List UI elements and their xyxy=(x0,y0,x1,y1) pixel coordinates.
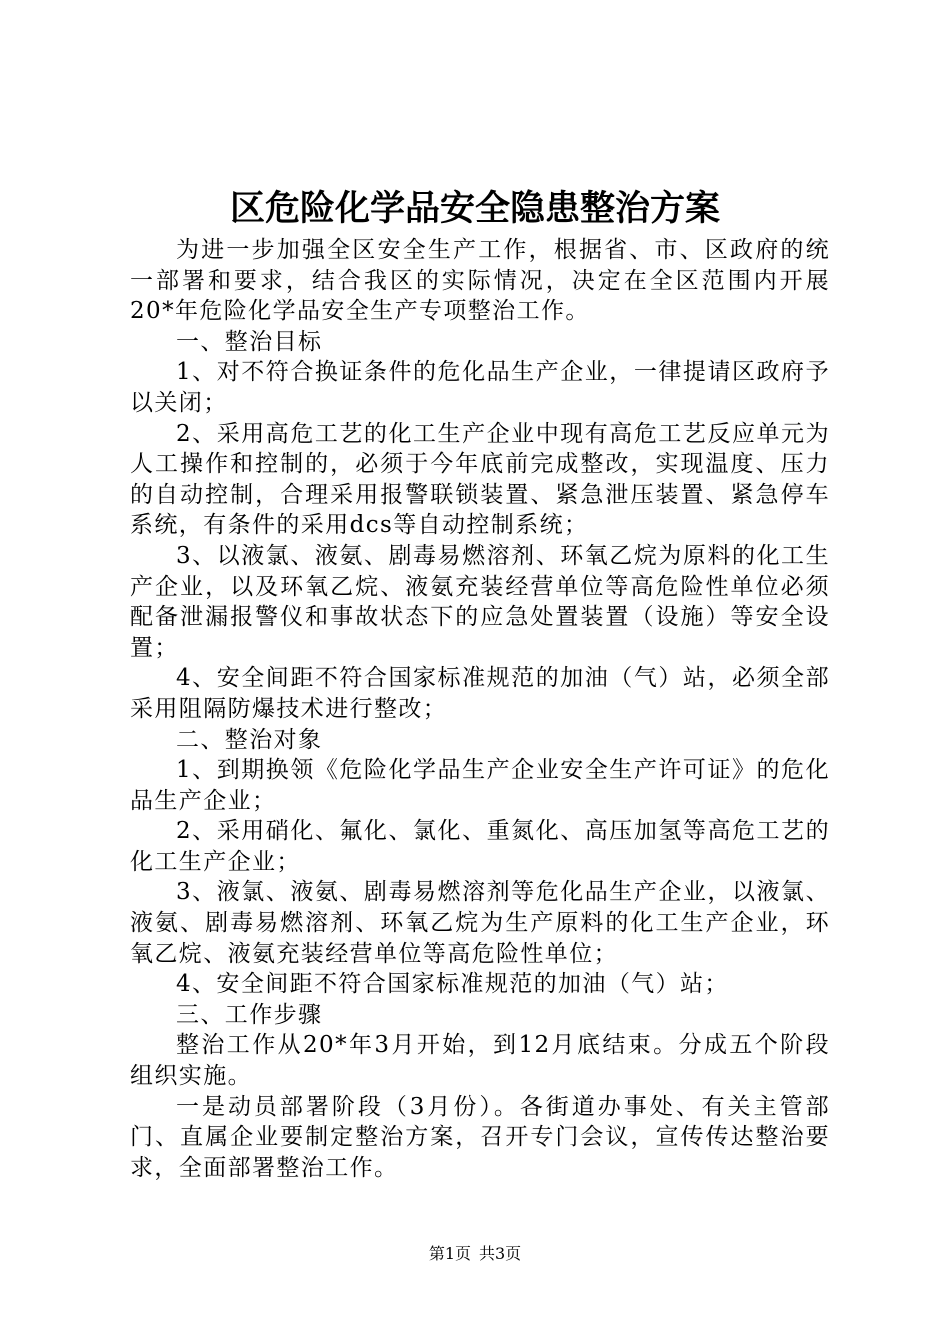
paragraph-step-1: 一是动员部署阶段（3月份）。各街道办事处、有关主管部门、直属企业要制定整治方案，召开专门会议，宣传传达整治要求，全面部署整治工作。 xyxy=(130,1093,830,1181)
section-heading-targets: 二、整治对象 xyxy=(176,726,323,753)
page-number: 第1页 xyxy=(428,1244,471,1263)
page-total: 共3页 xyxy=(479,1244,522,1263)
paragraph-goal-1: 1、对不符合换证条件的危化品生产企业，一律提请区政府予以关闭； xyxy=(130,359,830,416)
paragraph-goal-4: 4、安全间距不符合国家标准规范的加油（气）站，必须全部采用阻隔防爆技术进行整改； xyxy=(130,665,830,722)
page-footer xyxy=(0,1243,950,1265)
paragraph-goal-2: 2、采用高危工艺的化工生产企业中现有高危工艺反应单元为人工操作和控制的，必须于今年底前完成整改，实现温度、压力的自动控制，合理采用报警联锁装置、紧急泄压装置、紧急停车系统，有条件的采用dcs等自动控制系统； xyxy=(130,420,830,539)
paragraph-target-1: 1、到期换领《危险化学品生产企业安全生产许可证》的危化品生产企业； xyxy=(130,757,830,814)
section-heading-steps: 三、工作步骤 xyxy=(176,1001,323,1028)
paragraph-intro: 为进一步加强全区安全生产工作，根据省、市、区政府的统一部署和要求，结合我区的实际情况，决定在全区范围内开展20*年危险化学品安全生产专项整治工作。 xyxy=(130,237,830,325)
paragraph-target-2: 2、采用硝化、氟化、氯化、重氮化、高压加氢等高危工艺的化工生产企业； xyxy=(130,818,830,875)
document-body xyxy=(130,235,830,1183)
section-heading-goals: 一、整治目标 xyxy=(176,328,323,355)
paragraph-steps-overview: 整治工作从20*年3月开始，到12月底结束。分成五个阶段组织实施。 xyxy=(130,1032,830,1090)
paragraph-target-4: 4、安全间距不符合国家标准规范的加油（气）站； xyxy=(176,971,729,998)
paragraph-goal-3: 3、以液氯、液氨、剧毒易燃溶剂、环氧乙烷为原料的化工生产企业，以及环氧乙烷、液氨充装经营单位等高危险性单位必须配备泄漏报警仪和事故状态下的应急处置装置（设施）等安全设置； xyxy=(130,542,830,661)
document-title: 区危险化学品安全隐患整治方案 xyxy=(229,188,720,229)
paragraph-target-3: 3、液氯、液氨、剧毒易燃溶剂等危化品生产企业，以液氯、液氨、剧毒易燃溶剂、环氧乙烷为生产原料的化工生产企业，环氧乙烷、液氨充装经营单位等高危险性单位； xyxy=(130,879,830,967)
